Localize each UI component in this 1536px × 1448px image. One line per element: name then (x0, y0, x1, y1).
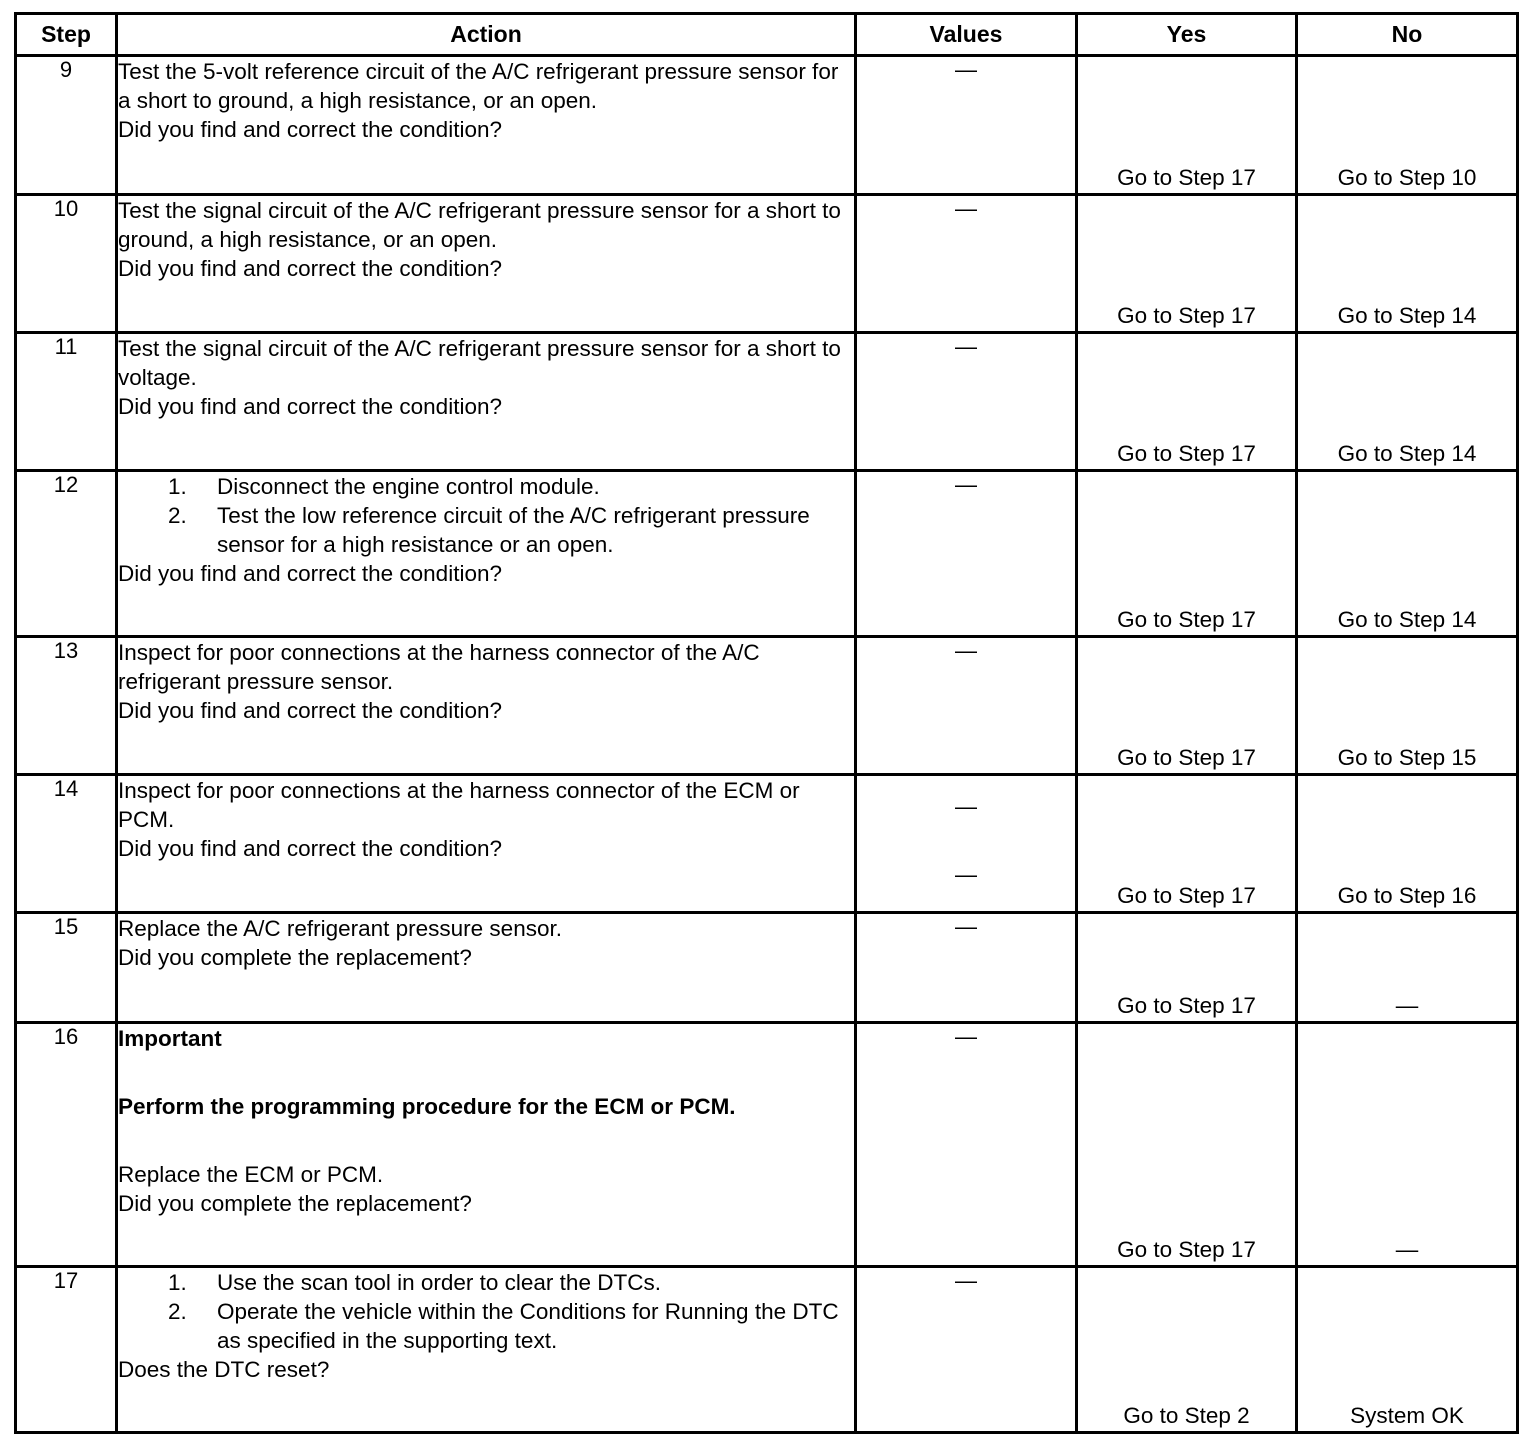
action-cell (117, 471, 856, 637)
values-cell: — (856, 471, 1077, 637)
yes-link[interactable]: Go to Step 17 (1117, 303, 1256, 328)
values-cell: — (856, 333, 1077, 471)
no-link[interactable]: Go to Step 16 (1337, 883, 1477, 908)
values-cell: — (856, 913, 1077, 1023)
header-row (16, 14, 1518, 56)
table-row (16, 333, 1518, 471)
yes-cell (1077, 195, 1297, 333)
action-text: Inspect for poor connections at the harness connector of the A/C refrigerant pressure sensor. (118, 640, 760, 694)
header-values: Values (856, 14, 1077, 56)
action-cell (117, 775, 856, 913)
action-question: Did you find and correct the condition? (118, 836, 502, 861)
action-text: Test the 5-volt reference circuit of the A/C refrigerant pressure sensor for a short to ground, a high resistance, or an open. (118, 59, 839, 113)
values-cell: — (856, 195, 1077, 333)
yes-link[interactable]: Go to Step 17 (1117, 165, 1256, 190)
values-cell (856, 775, 1077, 913)
action-question: Did you find and correct the condition? (118, 698, 502, 723)
action-cell (117, 637, 856, 775)
action-cell (117, 1023, 856, 1267)
action-text: Test the signal circuit of the A/C refrigerant pressure sensor for a short to ground, a high resistance, or an open. (118, 198, 841, 252)
yes-link[interactable]: Go to Step 17 (1117, 993, 1256, 1018)
list-text: Disconnect the engine control module. (217, 474, 600, 499)
no-link[interactable]: Go to Step 15 (1337, 745, 1477, 770)
no-value: System OK (1350, 1403, 1464, 1428)
values-cell: — (856, 1267, 1077, 1433)
diagnostic-table (14, 12, 1519, 1434)
header-step: Step (16, 14, 117, 56)
no-value: — (1395, 1237, 1419, 1262)
step-number: 14 (16, 775, 117, 913)
action-text: Test the signal circuit of the A/C refrigerant pressure sensor for a short to voltage. (118, 336, 841, 390)
action-cell (117, 56, 856, 195)
step-number: 11 (16, 333, 117, 471)
yes-cell (1077, 913, 1297, 1023)
action-question: Did you find and correct the condition? (118, 117, 502, 142)
action-text: Replace the ECM or PCM. (118, 1162, 384, 1187)
no-value: — (1395, 993, 1419, 1018)
no-link[interactable]: Go to Step 14 (1337, 303, 1477, 328)
step-number: 12 (16, 471, 117, 637)
table-row (16, 913, 1518, 1023)
list-item (118, 472, 854, 501)
no-link[interactable]: Go to Step 10 (1337, 165, 1477, 190)
action-list (118, 1268, 854, 1355)
yes-link[interactable]: Go to Step 17 (1117, 883, 1256, 908)
yes-cell (1077, 1023, 1297, 1267)
header-action: Action (117, 14, 856, 56)
no-cell (1297, 775, 1518, 913)
no-cell (1297, 56, 1518, 195)
no-cell (1297, 195, 1518, 333)
no-cell (1297, 333, 1518, 471)
yes-link[interactable]: Go to Step 17 (1117, 1237, 1256, 1262)
values-cell: — (856, 1023, 1077, 1267)
action-cell (117, 195, 856, 333)
action-question: Did you find and correct the condition? (118, 256, 502, 281)
values-dash-upper: — (955, 794, 977, 819)
values-dash-lower: — (955, 862, 977, 887)
action-list (118, 472, 854, 559)
step-number: 16 (16, 1023, 117, 1267)
table-row (16, 471, 1518, 637)
action-question: Did you find and correct the condition? (118, 394, 502, 419)
action-question: Did you find and correct the condition? (118, 561, 502, 586)
no-cell (1297, 1023, 1518, 1267)
step-number: 17 (16, 1267, 117, 1433)
table-row (16, 1023, 1518, 1267)
list-item (118, 1297, 854, 1355)
step-number: 9 (16, 56, 117, 195)
table-row (16, 1267, 1518, 1433)
action-question: Did you complete the replacement? (118, 1191, 472, 1216)
list-item (118, 501, 854, 559)
step-number: 15 (16, 913, 117, 1023)
step-number: 10 (16, 195, 117, 333)
no-cell (1297, 1267, 1518, 1433)
action-question: Does the DTC reset? (118, 1357, 330, 1382)
no-cell (1297, 913, 1518, 1023)
table-row (16, 775, 1518, 913)
no-cell (1297, 471, 1518, 637)
list-number: 1. (168, 474, 187, 499)
list-number: 2. (168, 503, 187, 528)
step-number: 13 (16, 637, 117, 775)
list-number: 1. (168, 1270, 187, 1295)
list-text: Use the scan tool in order to clear the DTCs. (217, 1270, 661, 1295)
yes-cell (1077, 775, 1297, 913)
yes-cell (1077, 56, 1297, 195)
values-cell: — (856, 637, 1077, 775)
yes-cell (1077, 1267, 1297, 1433)
important-text: Perform the programming procedure for the ECM or PCM. (118, 1094, 736, 1119)
important-title: Important (118, 1026, 222, 1051)
yes-link[interactable]: Go to Step 17 (1117, 745, 1256, 770)
action-text: Inspect for poor connections at the harness connector of the ECM or PCM. (118, 778, 800, 832)
list-text: Test the low reference circuit of the A/C refrigerant pressure sensor for a high resistance or an open. (217, 503, 810, 557)
no-cell (1297, 637, 1518, 775)
list-number: 2. (168, 1299, 187, 1324)
table-row (16, 637, 1518, 775)
yes-link[interactable]: Go to Step 17 (1117, 607, 1256, 632)
action-text: Replace the A/C refrigerant pressure sensor. (118, 916, 562, 941)
action-cell (117, 333, 856, 471)
table-row (16, 56, 1518, 195)
yes-cell (1077, 471, 1297, 637)
action-cell (117, 1267, 856, 1433)
yes-cell (1077, 333, 1297, 471)
yes-link[interactable]: Go to Step 2 (1123, 1403, 1250, 1428)
no-link[interactable]: Go to Step 14 (1337, 607, 1477, 632)
action-question: Did you complete the replacement? (118, 945, 472, 970)
table-row (16, 195, 1518, 333)
list-text: Operate the vehicle within the Conditions for Running the DTC as specified in the supporting text. (217, 1299, 839, 1353)
header-no: No (1297, 14, 1518, 56)
list-item (118, 1268, 854, 1297)
yes-cell (1077, 637, 1297, 775)
action-cell (117, 913, 856, 1023)
yes-link[interactable]: Go to Step 17 (1117, 441, 1256, 466)
values-cell: — (856, 56, 1077, 195)
no-link[interactable]: Go to Step 14 (1337, 441, 1477, 466)
header-yes: Yes (1077, 14, 1297, 56)
